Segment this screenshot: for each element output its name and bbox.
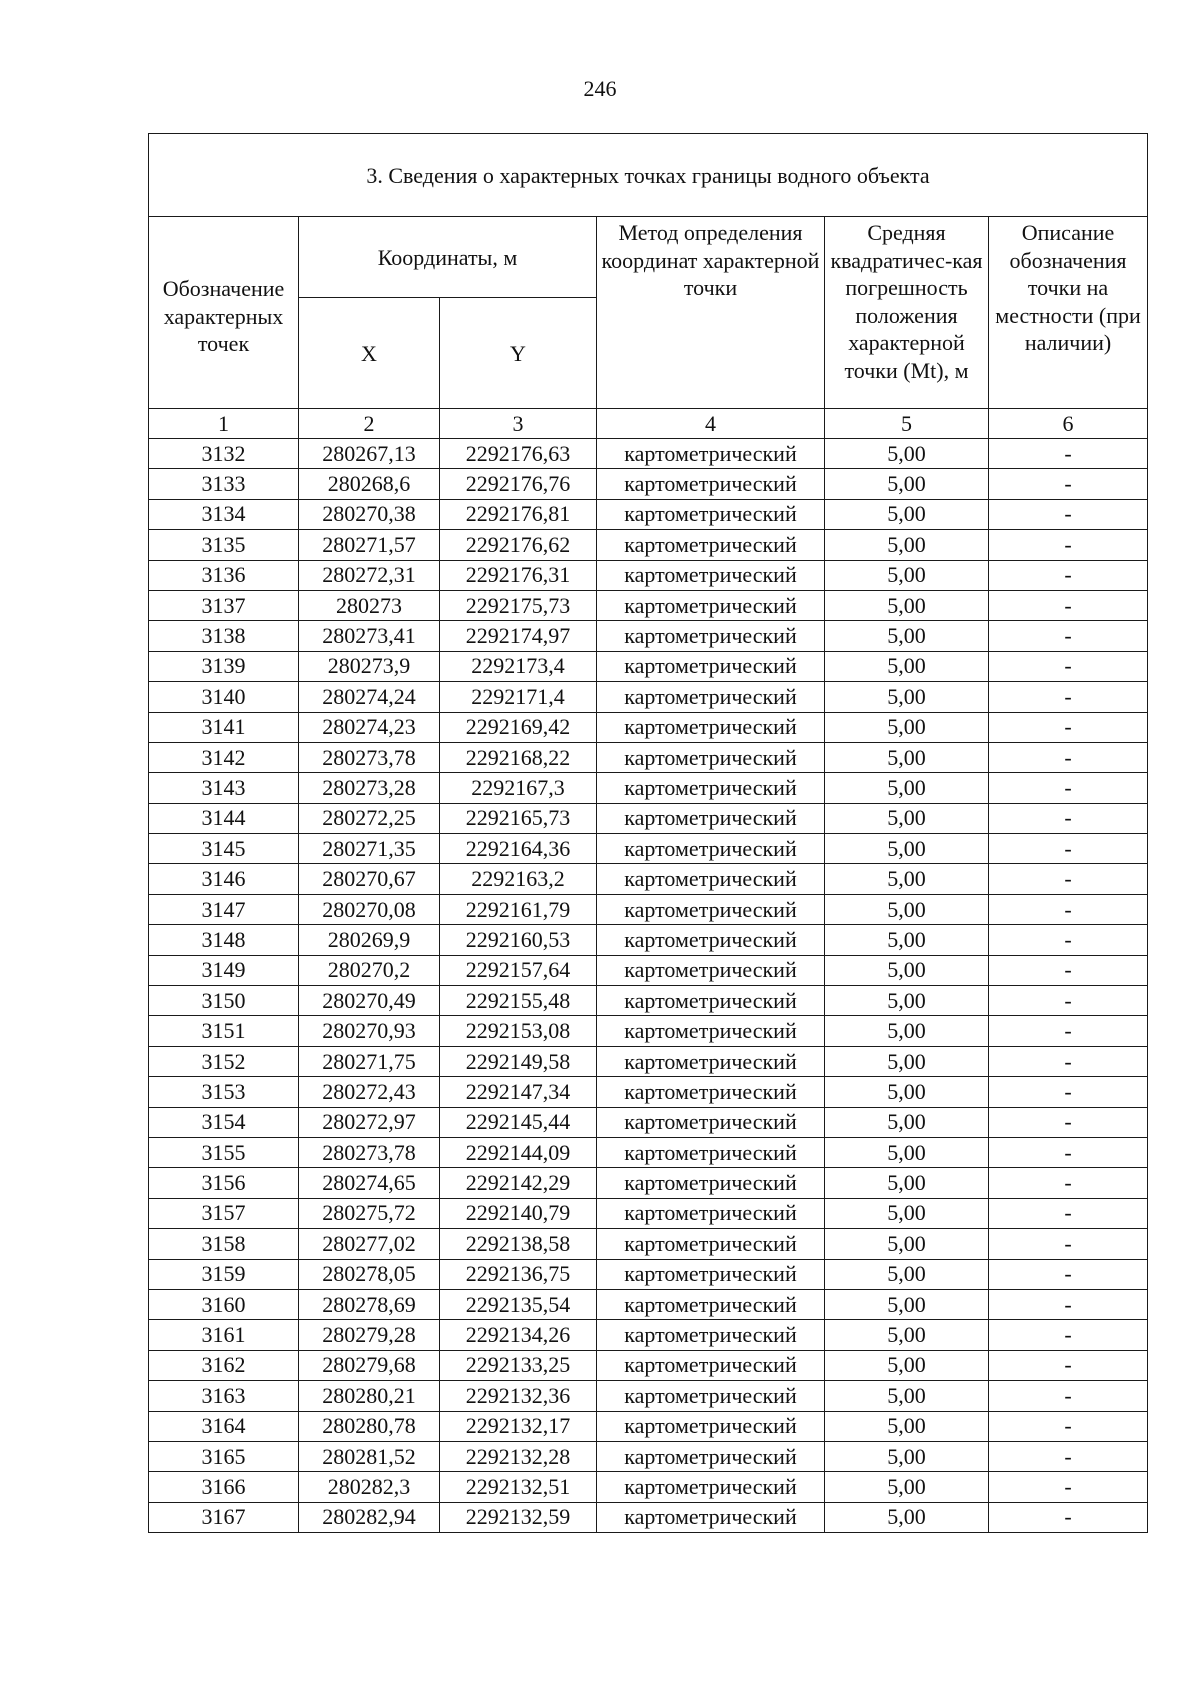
cell-description: - [989,682,1148,712]
table-row [149,1168,1148,1198]
cell-method: картометрический [597,590,825,620]
cell-error: 5,00 [825,1046,989,1076]
cell-point-id: 3143 [149,773,299,803]
cell-method: картометрический [597,955,825,985]
cell-description: - [989,651,1148,681]
cell-x: 280277,02 [299,1229,440,1259]
cell-method: картометрический [597,834,825,864]
cell-error: 5,00 [825,986,989,1016]
cell-method: картометрический [597,1320,825,1350]
cell-x: 280270,08 [299,894,440,924]
header-coordinates: Координаты, м [299,217,597,298]
table-row [149,590,1148,620]
table-row [149,1107,1148,1137]
table-row [149,986,1148,1016]
cell-point-id: 3162 [149,1350,299,1380]
table-row [149,1229,1148,1259]
cell-x: 280270,93 [299,1016,440,1046]
cell-description: - [989,1198,1148,1228]
cell-point-id: 3156 [149,1168,299,1198]
cell-method: картометрический [597,1259,825,1289]
cell-description: - [989,955,1148,985]
cell-error: 5,00 [825,1259,989,1289]
cell-y: 2292136,75 [440,1259,597,1289]
table-title: 3. Сведения о характерных точках границы водного объекта [149,134,1148,217]
cell-description: - [989,834,1148,864]
cell-point-id: 3150 [149,986,299,1016]
cell-method: картометрический [597,499,825,529]
cell-x: 280270,67 [299,864,440,894]
cell-y: 2292176,31 [440,560,597,590]
cell-method: картометрический [597,682,825,712]
cell-method: картометрический [597,1502,825,1532]
cell-point-id: 3155 [149,1137,299,1167]
cell-y: 2292176,81 [440,499,597,529]
cell-y: 2292174,97 [440,621,597,651]
cell-x: 280278,69 [299,1289,440,1319]
cell-method: картометрический [597,1229,825,1259]
cell-x: 280273,78 [299,1137,440,1167]
cell-point-id: 3146 [149,864,299,894]
cell-x: 280268,6 [299,469,440,499]
cell-description: - [989,1472,1148,1502]
cell-point-id: 3157 [149,1198,299,1228]
cell-method: картометрический [597,621,825,651]
cell-point-id: 3159 [149,1259,299,1289]
cell-description: - [989,1259,1148,1289]
cell-point-id: 3163 [149,1381,299,1411]
cell-description: - [989,1350,1148,1380]
cell-error: 5,00 [825,1320,989,1350]
cell-x: 280280,21 [299,1381,440,1411]
cell-y: 2292176,76 [440,469,597,499]
cell-x: 280272,97 [299,1107,440,1137]
cell-y: 2292138,58 [440,1229,597,1259]
cell-x: 280274,65 [299,1168,440,1198]
cell-method: картометрический [597,439,825,469]
cell-method: картометрический [597,1411,825,1441]
cell-method: картометрический [597,1441,825,1471]
cell-x: 280270,38 [299,499,440,529]
cell-description: - [989,1502,1148,1532]
cell-y: 2292155,48 [440,986,597,1016]
cell-x: 280275,72 [299,1198,440,1228]
cell-description: - [989,1289,1148,1319]
cell-point-id: 3137 [149,590,299,620]
column-number: 4 [597,409,825,439]
cell-method: картометрический [597,986,825,1016]
cell-y: 2292132,17 [440,1411,597,1441]
cell-error: 5,00 [825,925,989,955]
cell-method: картометрический [597,1350,825,1380]
cell-x: 280270,2 [299,955,440,985]
cell-error: 5,00 [825,590,989,620]
table-row [149,1350,1148,1380]
cell-y: 2292149,58 [440,1046,597,1076]
cell-description: - [989,1016,1148,1046]
cell-y: 2292144,09 [440,1137,597,1167]
cell-y: 2292167,3 [440,773,597,803]
cell-error: 5,00 [825,651,989,681]
cell-x: 280282,94 [299,1502,440,1532]
column-number: 5 [825,409,989,439]
cell-method: картометрический [597,1077,825,1107]
cell-description: - [989,1411,1148,1441]
cell-x: 280272,25 [299,803,440,833]
cell-y: 2292132,51 [440,1472,597,1502]
cell-point-id: 3167 [149,1502,299,1532]
cell-x: 280267,13 [299,439,440,469]
cell-x: 280273,78 [299,742,440,772]
cell-error: 5,00 [825,834,989,864]
cell-method: картометрический [597,864,825,894]
cell-description: - [989,499,1148,529]
table-row [149,955,1148,985]
cell-point-id: 3161 [149,1320,299,1350]
cell-y: 2292176,62 [440,530,597,560]
cell-point-id: 3149 [149,955,299,985]
cell-point-id: 3148 [149,925,299,955]
cell-point-id: 3145 [149,834,299,864]
cell-y: 2292171,4 [440,682,597,712]
cell-y: 2292173,4 [440,651,597,681]
cell-description: - [989,894,1148,924]
table-row [149,1411,1148,1441]
cell-method: картометрический [597,1016,825,1046]
cell-point-id: 3164 [149,1411,299,1441]
cell-y: 2292133,25 [440,1350,597,1380]
cell-error: 5,00 [825,894,989,924]
column-number: 6 [989,409,1148,439]
cell-x: 280272,31 [299,560,440,590]
cell-method: картометрический [597,1168,825,1198]
cell-error: 5,00 [825,773,989,803]
table-row [149,469,1148,499]
cell-point-id: 3132 [149,439,299,469]
cell-y: 2292140,79 [440,1198,597,1228]
table-row [149,439,1148,469]
column-number: 1 [149,409,299,439]
cell-y: 2292165,73 [440,803,597,833]
table-row [149,1198,1148,1228]
table-row [149,1502,1148,1532]
cell-method: картометрический [597,1381,825,1411]
table-row [149,864,1148,894]
table-row [149,1259,1148,1289]
table-row [149,560,1148,590]
cell-method: картометрический [597,1289,825,1319]
cell-method: картометрический [597,742,825,772]
cell-point-id: 3142 [149,742,299,772]
cell-error: 5,00 [825,530,989,560]
cell-x: 280271,57 [299,530,440,560]
cell-description: - [989,864,1148,894]
cell-error: 5,00 [825,864,989,894]
cell-error: 5,00 [825,1441,989,1471]
cell-x: 280279,68 [299,1350,440,1380]
cell-error: 5,00 [825,1502,989,1532]
table-row [149,1320,1148,1350]
cell-error: 5,00 [825,955,989,985]
page-number: 246 [583,76,617,101]
cell-y: 2292176,63 [440,439,597,469]
cell-error: 5,00 [825,1016,989,1046]
cell-error: 5,00 [825,1472,989,1502]
cell-method: картометрический [597,925,825,955]
cell-y: 2292147,34 [440,1077,597,1107]
cell-x: 280281,52 [299,1441,440,1471]
cell-method: картометрический [597,1198,825,1228]
header-y: Y [440,298,597,409]
table-row [149,499,1148,529]
cell-point-id: 3166 [149,1472,299,1502]
cell-point-id: 3141 [149,712,299,742]
table-row [149,1137,1148,1167]
cell-y: 2292142,29 [440,1168,597,1198]
cell-description: - [989,803,1148,833]
cell-description: - [989,560,1148,590]
cell-y: 2292153,08 [440,1016,597,1046]
cell-description: - [989,1077,1148,1107]
cell-x: 280280,78 [299,1411,440,1441]
table-row [149,1046,1148,1076]
table-row [149,773,1148,803]
cell-error: 5,00 [825,742,989,772]
cell-x: 280271,75 [299,1046,440,1076]
table-body [149,439,1148,1533]
cell-point-id: 3139 [149,651,299,681]
cell-method: картометрический [597,651,825,681]
cell-x: 280273,28 [299,773,440,803]
cell-method: картометрический [597,1472,825,1502]
cell-x: 280269,9 [299,925,440,955]
cell-point-id: 3153 [149,1077,299,1107]
cell-method: картометрический [597,469,825,499]
cell-method: картометрический [597,773,825,803]
cell-error: 5,00 [825,499,989,529]
cell-error: 5,00 [825,712,989,742]
cell-method: картометрический [597,1046,825,1076]
cell-point-id: 3135 [149,530,299,560]
cell-point-id: 3138 [149,621,299,651]
cell-error: 5,00 [825,560,989,590]
cell-description: - [989,986,1148,1016]
header-point-designation: Обозначение характерных точек [149,217,299,409]
cell-y: 2292164,36 [440,834,597,864]
cell-error: 5,00 [825,1229,989,1259]
cell-error: 5,00 [825,1350,989,1380]
cell-point-id: 3134 [149,499,299,529]
cell-point-id: 3152 [149,1046,299,1076]
cell-y: 2292145,44 [440,1107,597,1137]
table-row [149,651,1148,681]
table-row [149,742,1148,772]
cell-method: картометрический [597,1107,825,1137]
cell-point-id: 3147 [149,894,299,924]
table-row [149,1472,1148,1502]
cell-point-id: 3154 [149,1107,299,1137]
table-row [149,1441,1148,1471]
cell-description: - [989,621,1148,651]
boundary-points-table [148,133,1148,1533]
column-number: 2 [299,409,440,439]
cell-description: - [989,590,1148,620]
cell-error: 5,00 [825,469,989,499]
cell-y: 2292175,73 [440,590,597,620]
cell-y: 2292163,2 [440,864,597,894]
cell-x: 280274,23 [299,712,440,742]
cell-description: - [989,1137,1148,1167]
cell-y: 2292160,53 [440,925,597,955]
cell-description: - [989,439,1148,469]
table-row [149,712,1148,742]
cell-x: 280282,3 [299,1472,440,1502]
cell-y: 2292161,79 [440,894,597,924]
cell-point-id: 3165 [149,1441,299,1471]
cell-error: 5,00 [825,803,989,833]
cell-description: - [989,1320,1148,1350]
cell-point-id: 3140 [149,682,299,712]
header-description: Описание обозначения точки на местности (при наличии) [989,217,1148,409]
cell-x: 280271,35 [299,834,440,864]
cell-error: 5,00 [825,1381,989,1411]
cell-x: 280272,43 [299,1077,440,1107]
cell-error: 5,00 [825,621,989,651]
cell-method: картометрический [597,530,825,560]
cell-description: - [989,530,1148,560]
cell-x: 280273,41 [299,621,440,651]
cell-error: 5,00 [825,1168,989,1198]
cell-point-id: 3136 [149,560,299,590]
cell-error: 5,00 [825,1198,989,1228]
cell-point-id: 3160 [149,1289,299,1319]
cell-point-id: 3133 [149,469,299,499]
cell-y: 2292157,64 [440,955,597,985]
table-row [149,621,1148,651]
cell-method: картометрический [597,1137,825,1167]
cell-description: - [989,1168,1148,1198]
cell-description: - [989,773,1148,803]
cell-description: - [989,469,1148,499]
cell-description: - [989,1441,1148,1471]
cell-point-id: 3158 [149,1229,299,1259]
cell-method: картометрический [597,712,825,742]
cell-error: 5,00 [825,1077,989,1107]
cell-x: 280279,28 [299,1320,440,1350]
table-row [149,1381,1148,1411]
table-row [149,803,1148,833]
cell-description: - [989,1229,1148,1259]
cell-x: 280278,05 [299,1259,440,1289]
cell-y: 2292132,28 [440,1441,597,1471]
table-row [149,682,1148,712]
cell-y: 2292134,26 [440,1320,597,1350]
table-row [149,834,1148,864]
cell-method: картометрический [597,560,825,590]
table-row [149,1016,1148,1046]
cell-point-id: 3144 [149,803,299,833]
column-number: 3 [440,409,597,439]
cell-description: - [989,1046,1148,1076]
cell-y: 2292168,22 [440,742,597,772]
cell-y: 2292169,42 [440,712,597,742]
cell-x: 280274,24 [299,682,440,712]
cell-x: 280273 [299,590,440,620]
table-row [149,1077,1148,1107]
cell-error: 5,00 [825,1411,989,1441]
header-x: X [299,298,440,409]
cell-point-id: 3151 [149,1016,299,1046]
cell-description: - [989,925,1148,955]
cell-description: - [989,1381,1148,1411]
table-row [149,1289,1148,1319]
table-row [149,530,1148,560]
cell-method: картометрический [597,803,825,833]
table-row [149,894,1148,924]
cell-error: 5,00 [825,1107,989,1137]
table-row [149,925,1148,955]
cell-y: 2292132,59 [440,1502,597,1532]
cell-description: - [989,742,1148,772]
cell-x: 280273,9 [299,651,440,681]
cell-error: 5,00 [825,1289,989,1319]
cell-method: картометрический [597,894,825,924]
cell-y: 2292135,54 [440,1289,597,1319]
cell-error: 5,00 [825,682,989,712]
cell-y: 2292132,36 [440,1381,597,1411]
cell-error: 5,00 [825,1137,989,1167]
cell-description: - [989,712,1148,742]
cell-x: 280270,49 [299,986,440,1016]
header-mean-square-error: Средняя квадратичес-кая погрешность положения характерной точки (Mt), м [825,217,989,409]
cell-description: - [989,1107,1148,1137]
header-method: Метод определения координат характерной точки [597,217,825,409]
cell-error: 5,00 [825,439,989,469]
